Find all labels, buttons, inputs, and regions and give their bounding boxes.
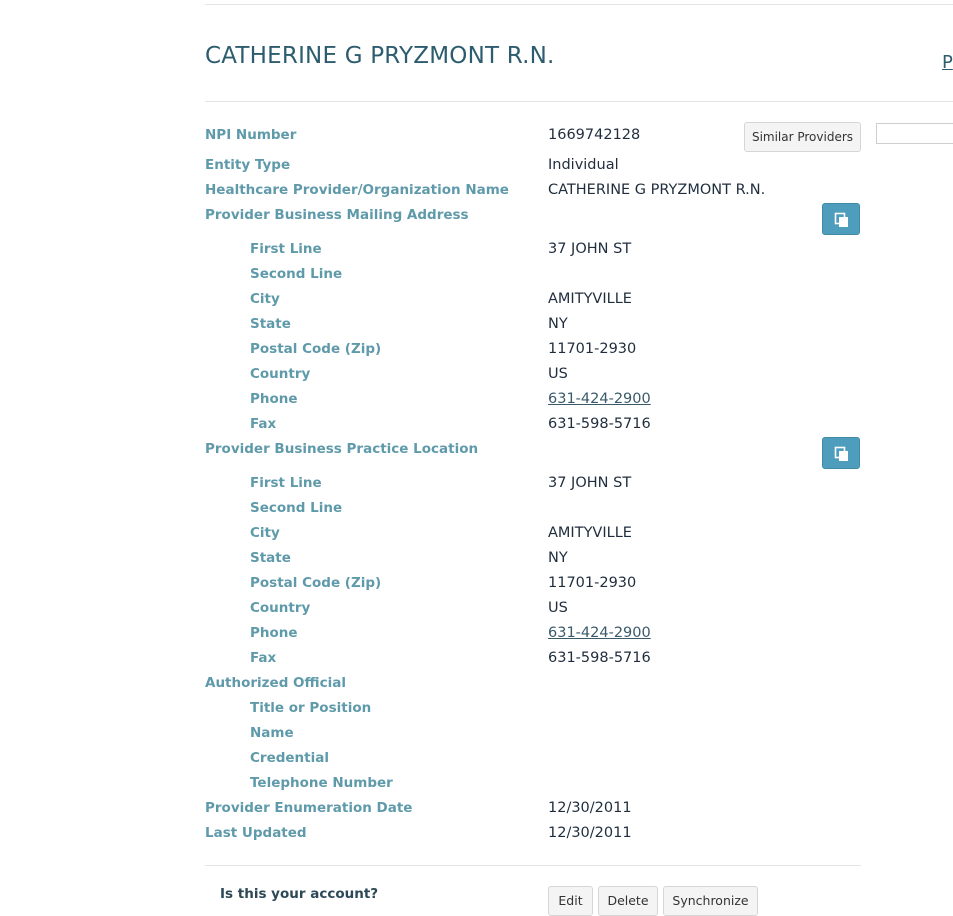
practice-first-line-label: First Line [250,475,322,491]
official-telephone-label: Telephone Number [250,775,393,791]
mailing-country-value: US [548,366,568,382]
official-title-label: Title or Position [250,700,372,716]
official-credential-label: Credential [250,750,329,766]
practice-first-line-value: 37 JOHN ST [548,475,632,491]
provider-name-label: Healthcare Provider/Organization Name [205,182,509,198]
page-title: CATHERINE G PRYZMONT R.N. [205,43,555,69]
mailing-state-label: State [250,316,291,332]
edit-button[interactable]: Edit [548,886,593,916]
npi-number-label: NPI Number [205,127,297,143]
practice-postal-code-label: Postal Code (Zip) [250,575,382,591]
provider-name-value: CATHERINE G PRYZMONT R.N. [548,182,766,198]
mailing-state-value: NY [548,316,568,332]
npi-number-value: 1669742128 [548,127,641,143]
copy-practice-location-button[interactable] [822,437,860,469]
mailing-fax-label: Fax [250,416,277,432]
authorized-official-label: Authorized Official [205,675,346,691]
practice-state-value: NY [548,550,568,566]
enumeration-date-label: Provider Enumeration Date [205,800,413,816]
practice-second-line-label: Second Line [250,500,343,516]
mailing-address-label: Provider Business Mailing Address [205,207,469,223]
practice-city-label: City [250,525,280,541]
practice-country-label: Country [250,600,311,616]
entity-type-label: Entity Type [205,157,291,173]
practice-state-label: State [250,550,291,566]
official-name-label: Name [250,725,294,741]
delete-button[interactable]: Delete [598,886,658,916]
copy-icon [834,212,850,228]
practice-postal-code-value: 11701-2930 [548,575,637,591]
copy-mailing-address-button[interactable] [822,203,860,235]
corner-link[interactable]: P [942,52,953,73]
last-updated-label: Last Updated [205,825,307,841]
mailing-phone-label: Phone [250,391,298,407]
practice-phone-link[interactable]: 631-424-2900 [548,625,651,641]
side-search-input[interactable] [876,123,953,144]
mailing-country-label: Country [250,366,311,382]
mailing-city-value: AMITYVILLE [548,291,632,307]
practice-location-label: Provider Business Practice Location [205,441,479,457]
entity-type-value: Individual [548,157,619,173]
bottom-divider [205,865,861,866]
last-updated-value: 12/30/2011 [548,825,632,841]
practice-fax-label: Fax [250,650,277,666]
mailing-city-label: City [250,291,280,307]
similar-providers-button[interactable]: Similar Providers [744,122,861,152]
mailing-second-line-label: Second Line [250,266,343,282]
enumeration-date-value: 12/30/2011 [548,800,632,816]
practice-phone-label: Phone [250,625,298,641]
practice-fax-value: 631-598-5716 [548,650,651,666]
mailing-postal-code-label: Postal Code (Zip) [250,341,382,357]
mailing-postal-code-value: 11701-2930 [548,341,637,357]
mailing-fax-value: 631-598-5716 [548,416,651,432]
synchronize-button[interactable]: Synchronize [663,886,758,916]
mailing-first-line-label: First Line [250,241,322,257]
practice-city-value: AMITYVILLE [548,525,632,541]
account-prompt: Is this your account? [220,886,379,902]
mailing-first-line-value: 37 JOHN ST [548,241,632,257]
copy-icon [834,446,850,462]
practice-country-value: US [548,600,568,616]
mailing-phone-link[interactable]: 631-424-2900 [548,391,651,407]
